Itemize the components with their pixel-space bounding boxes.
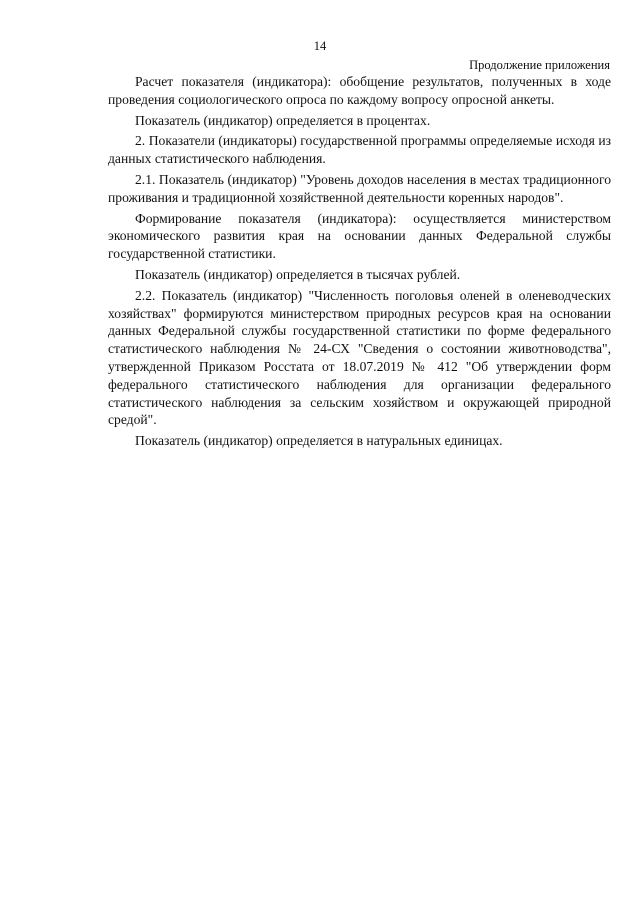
continuation-label: Продолжение приложения — [469, 58, 610, 72]
page-number: 14 — [313, 39, 327, 53]
paragraph-calculation-method: Расчет показателя (индикатора): обобщение результатов, полученных в ходе проведения социологического опроса по каждому вопросу опросной анкеты. — [108, 74, 611, 107]
document-body — [108, 73, 611, 453]
paragraph-indicator-2-1: 2.1. Показатель (индикатор) "Уровень доходов населения в местах традиционного проживания и традиционной хозяйственной деятельности коренных народов". — [108, 171, 611, 205]
paragraph-unit-thousand-rubles: Показатель (индикатор) определяется в тысячах рублей. — [135, 266, 461, 282]
paragraph-unit-natural: Показатель (индикатор) определяется в натуральных единицах. — [135, 433, 503, 449]
paragraph-indicator-2-2: 2.2. Показатель (индикатор) "Численность поголовья оленей в оленеводческих хозяйствах" формируются министерством природных ресурсов края на основании данных Федеральной службы государственной статистики по форме федерального статистического наблюдения № 24-СХ "Сведения о состоянии животноводства", утвержденной Приказом Росстата от 18.07.2019 № 412 "Об утверждении форм федерального статистического наблюдения для организации федерального статистического наблюдения за сельским хозяйством и окружающей природной средой". — [108, 287, 611, 428]
paragraph-section-2: 2. Показатели (индикаторы) государственной программы определяемые исходя из данных статистического наблюдения. — [108, 133, 611, 167]
paragraph-indicator-2-1-formation: Формирование показателя (индикатора): осуществляется министерством экономического развития края на основании данных Федеральной службы государственной статистики. — [108, 210, 611, 262]
paragraph-unit-percent: Показатель (индикатор) определяется в процентах. — [135, 112, 431, 128]
